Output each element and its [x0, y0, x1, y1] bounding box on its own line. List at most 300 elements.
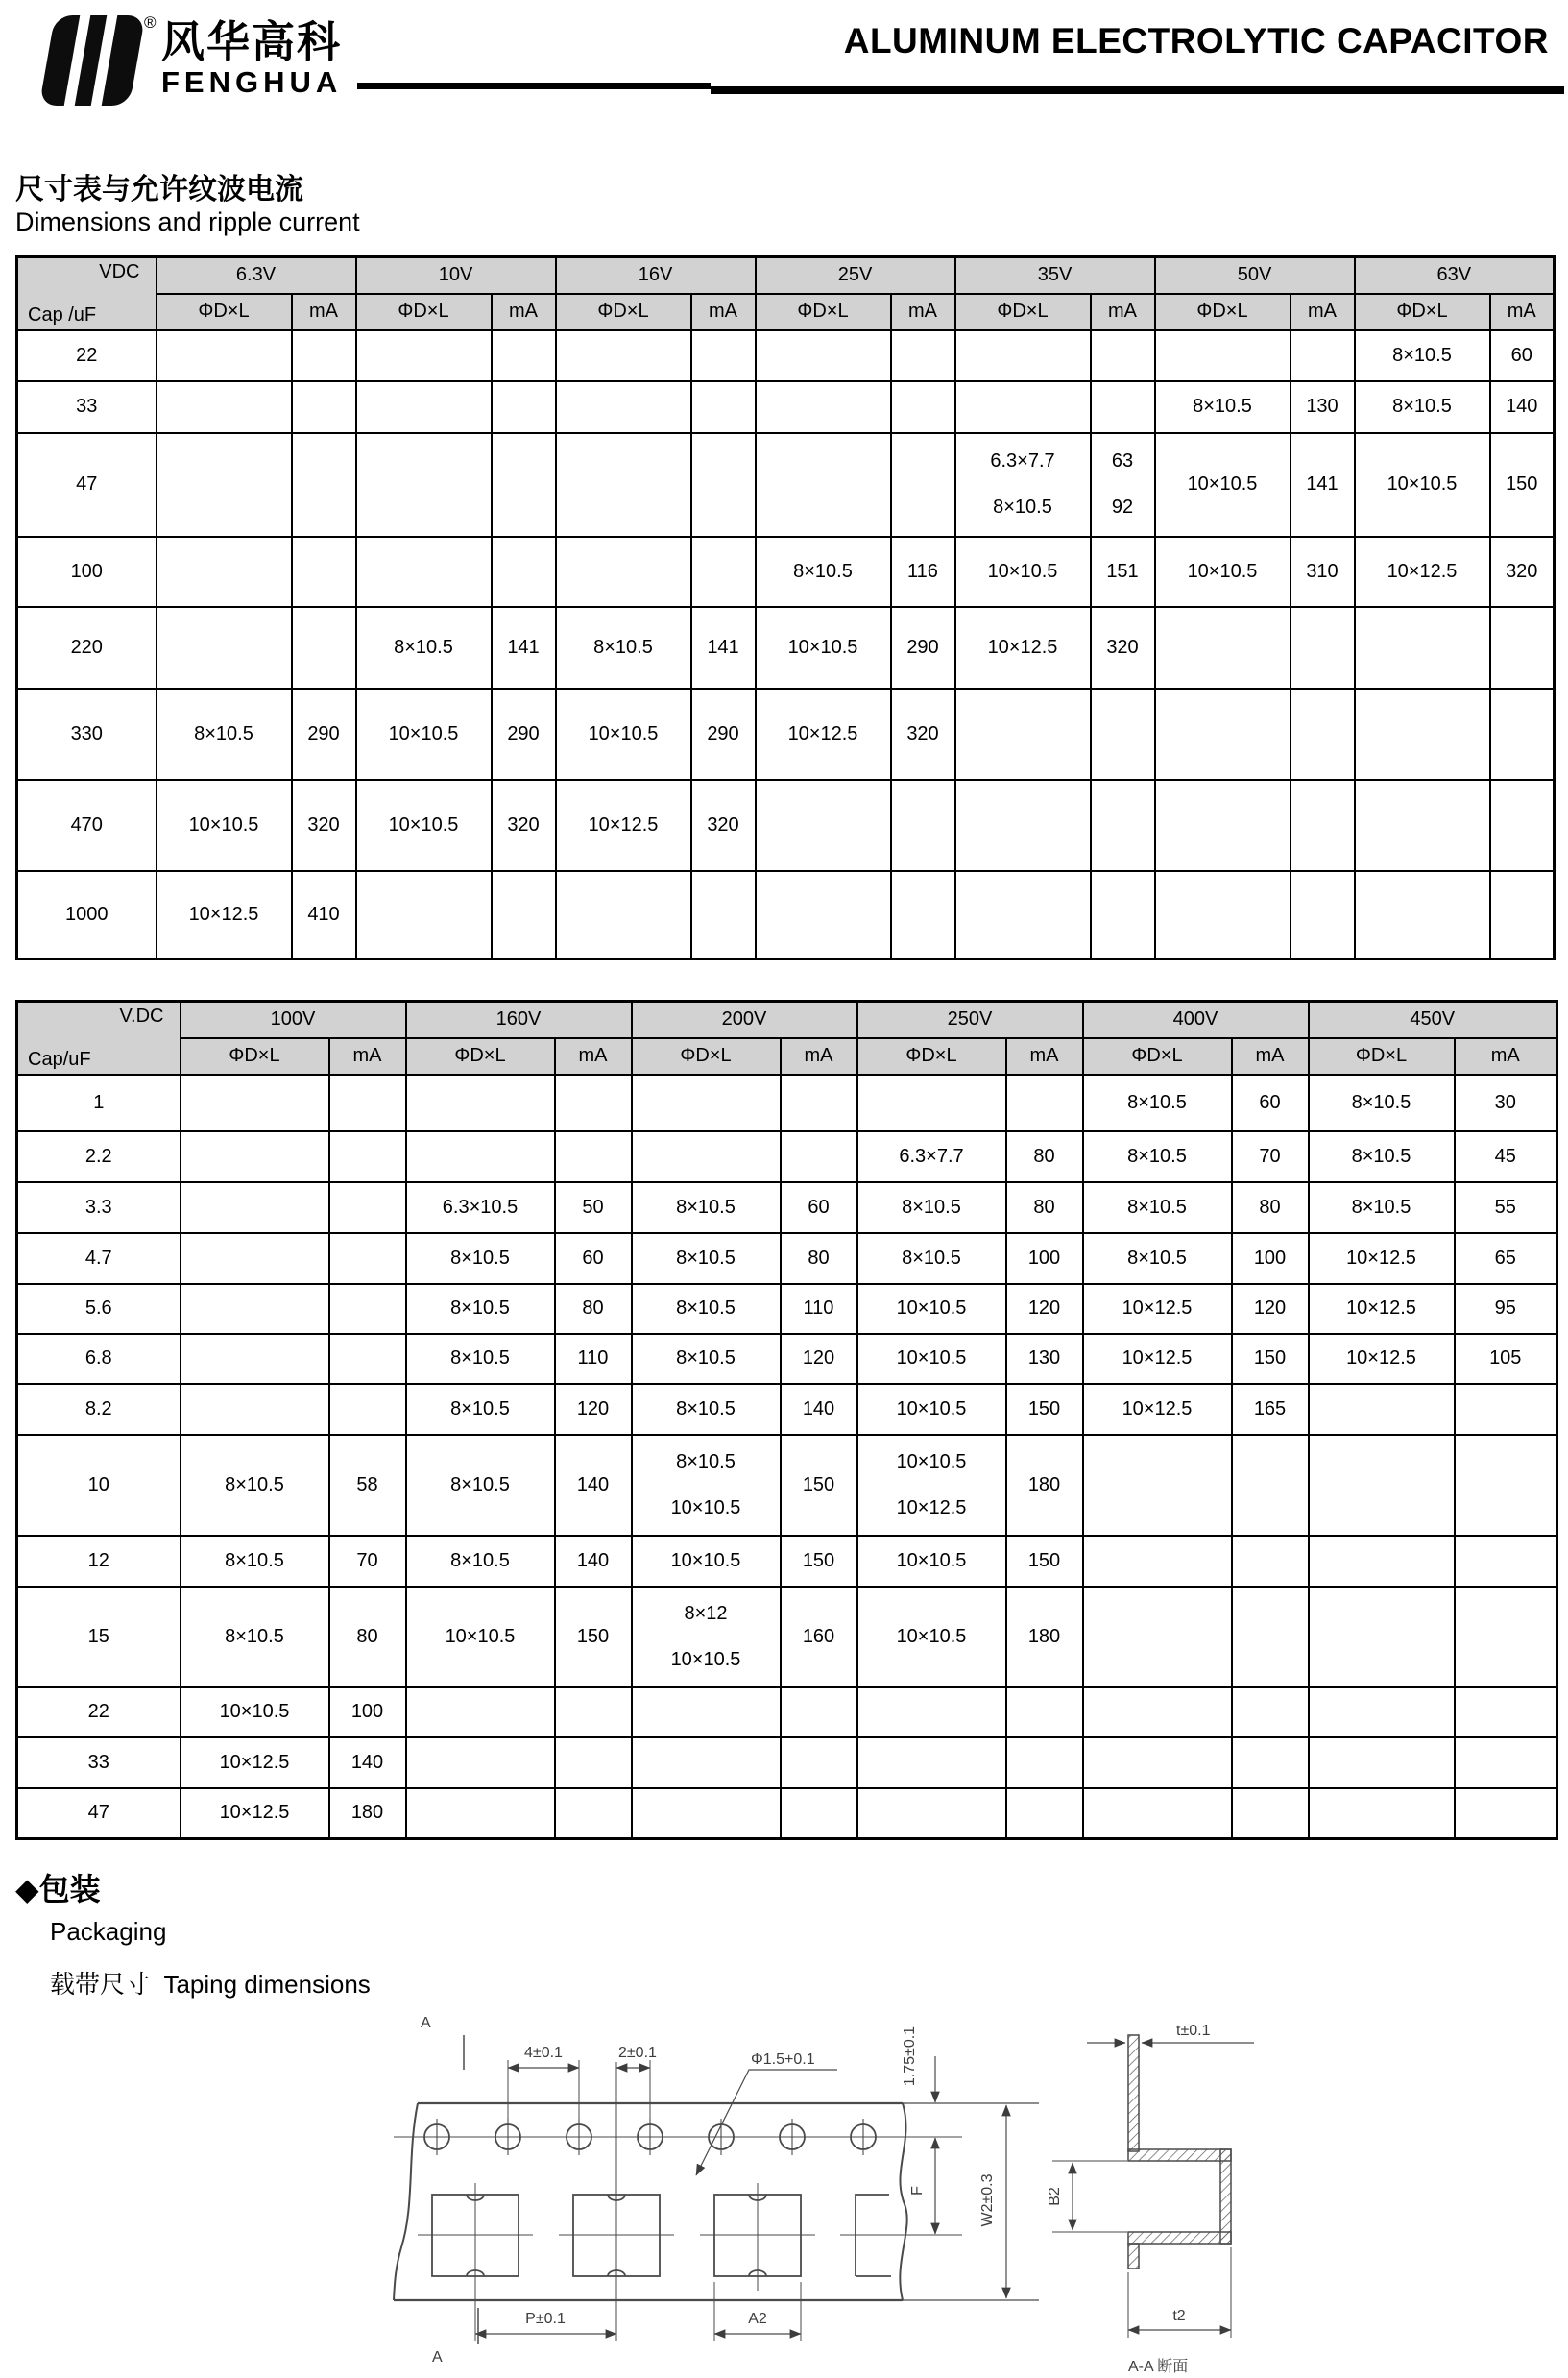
- ripple-current-cell: [1091, 381, 1155, 433]
- ripple-current-cell: [1455, 1687, 1557, 1737]
- capacitance-cell: 2.2: [17, 1131, 181, 1182]
- dimension-cell: [556, 537, 691, 607]
- ripple-current-cell: [329, 1334, 406, 1384]
- ripple-current-cell: [1291, 607, 1355, 689]
- pocket-pitch-dimension: P±0.1: [525, 2311, 566, 2327]
- dimension-cell: 10×12.5: [1083, 1334, 1232, 1384]
- dimension-cell: [556, 330, 691, 381]
- dimension-cell: 10×10.5: [756, 607, 891, 689]
- taping-dimensions-diagram: [365, 2002, 1568, 2378]
- dimension-cell: [632, 1075, 781, 1131]
- dimension-cell: [356, 537, 492, 607]
- ripple-current-cell: 410: [292, 871, 356, 959]
- table-row: [17, 689, 1555, 780]
- ripple-current-cell: 310: [1291, 537, 1355, 607]
- table-row: [17, 1687, 1557, 1737]
- dimension-cell: 8×10.5: [756, 537, 891, 607]
- capacitance-cell: 470: [17, 780, 157, 871]
- capacitance-cell: 22: [17, 1687, 181, 1737]
- dimensions-table-low-voltage: [15, 255, 1556, 960]
- capacitance-cell: 33: [17, 1737, 181, 1788]
- ripple-current-cell: [555, 1131, 632, 1182]
- dimension-cell: 10×12.5: [756, 689, 891, 780]
- header-rule-right: [711, 86, 1564, 94]
- ripple-current-cell: [1091, 689, 1155, 780]
- f-dimension: F: [909, 2186, 926, 2196]
- dimension-cell: [181, 1384, 329, 1435]
- voltage-header: 16V: [556, 257, 756, 294]
- section-a-bottom-label: A: [432, 2349, 443, 2366]
- ripple-current-cell: 70: [1232, 1131, 1309, 1182]
- voltage-header: 450V: [1309, 1002, 1557, 1038]
- voltage-header: 200V: [632, 1002, 857, 1038]
- ripple-current-cell: [1455, 1536, 1557, 1587]
- table-row: [17, 871, 1555, 959]
- dimension-cell: [1309, 1384, 1455, 1435]
- ripple-current-cell: [1291, 871, 1355, 959]
- ripple-current-cell: [1232, 1587, 1309, 1687]
- dimension-cell: 10×12.5: [157, 871, 292, 959]
- ripple-current-subheader: mA: [1455, 1038, 1557, 1075]
- ripple-current-cell: [1006, 1075, 1083, 1131]
- ripple-current-cell: 140: [781, 1384, 857, 1435]
- ripple-current-cell: [1006, 1687, 1083, 1737]
- dimension-cell: [556, 381, 691, 433]
- ripple-current-subheader: mA: [1091, 294, 1155, 330]
- dimension-subheader: ΦD×L: [356, 294, 492, 330]
- ripple-current-cell: 58: [329, 1435, 406, 1536]
- dimension-cell: [1155, 689, 1291, 780]
- dimension-cell: [406, 1075, 555, 1131]
- dimension-cell: [632, 1788, 781, 1839]
- capacitance-cell: 15: [17, 1587, 181, 1687]
- table-row: [17, 1788, 1557, 1839]
- table-row: [17, 1182, 1557, 1233]
- voltage-header: 100V: [181, 1002, 406, 1038]
- ripple-current-cell: 80: [1232, 1182, 1309, 1233]
- ripple-current-subheader: mA: [891, 294, 955, 330]
- voltage-header: 6.3V: [157, 257, 356, 294]
- ripple-current-cell: 140: [555, 1435, 632, 1536]
- ripple-current-cell: [691, 433, 756, 537]
- ripple-current-subheader: mA: [1490, 294, 1555, 330]
- dimension-cell: 8×10.5: [406, 1233, 555, 1284]
- ripple-current-cell: 130: [1291, 381, 1355, 433]
- dimension-cell: 10×10.5: [556, 689, 691, 780]
- ripple-current-cell: 290: [891, 607, 955, 689]
- ripple-current-cell: [1490, 607, 1555, 689]
- dimension-subheader: ΦD×L: [1155, 294, 1291, 330]
- table-row: [17, 537, 1555, 607]
- ripple-current-cell: 60: [1232, 1075, 1309, 1131]
- dimension-cell: 8×10.5: [1083, 1233, 1232, 1284]
- ripple-current-cell: [891, 381, 955, 433]
- dimension-cell: 8×10.5: [1083, 1075, 1232, 1131]
- total-thickness-dimension: t2: [1172, 2308, 1186, 2324]
- dimension-cell: 10×10.5: [857, 1384, 1006, 1435]
- dimension-cell: 8×10.5: [181, 1435, 329, 1536]
- ripple-current-cell: [555, 1075, 632, 1131]
- dimension-cell: 10×12.5: [1309, 1233, 1455, 1284]
- dimension-cell: [406, 1131, 555, 1182]
- capacitance-cell: 220: [17, 607, 157, 689]
- dimension-cell: [406, 1687, 555, 1737]
- dimension-cell: [1309, 1788, 1455, 1839]
- ripple-current-cell: 50: [555, 1182, 632, 1233]
- dimension-cell: 10×12.5: [955, 607, 1091, 689]
- dimension-cell: [756, 330, 891, 381]
- dimension-cell: 8×10.5: [157, 689, 292, 780]
- ripple-current-cell: [329, 1384, 406, 1435]
- ripple-current-subheader: mA: [492, 294, 556, 330]
- capacitance-cell: 12: [17, 1536, 181, 1587]
- dimension-cell: [556, 871, 691, 959]
- ripple-current-cell: 100: [1006, 1233, 1083, 1284]
- ripple-current-cell: 70: [329, 1536, 406, 1587]
- ripple-current-cell: 290: [492, 689, 556, 780]
- dimension-cell: [181, 1182, 329, 1233]
- dimension-cell: 8×10.5: [1155, 381, 1291, 433]
- voltage-header: 400V: [1083, 1002, 1309, 1038]
- document-title: ALUMINUM ELECTROLYTIC CAPACITOR: [843, 21, 1549, 61]
- cross-section-profile: [1128, 2035, 1231, 2269]
- ripple-current-cell: [1455, 1737, 1557, 1788]
- ripple-current-cell: [1291, 689, 1355, 780]
- ripple-current-cell: 100: [1232, 1233, 1309, 1284]
- ripple-current-cell: [781, 1788, 857, 1839]
- dimension-cell: [955, 330, 1091, 381]
- ripple-current-cell: 140: [555, 1536, 632, 1587]
- dimension-cell: 10×12.5: [1083, 1384, 1232, 1435]
- ripple-current-cell: [781, 1075, 857, 1131]
- ripple-current-cell: [329, 1131, 406, 1182]
- dimension-cell: 10×10.5: [406, 1587, 555, 1687]
- brand-block: [161, 19, 342, 99]
- pocket-width-dimension: A2: [748, 2311, 767, 2327]
- ripple-current-cell: [492, 433, 556, 537]
- ripple-current-cell: 80: [329, 1587, 406, 1687]
- dimension-cell: [857, 1075, 1006, 1131]
- dimension-cell: [1309, 1536, 1455, 1587]
- dimensions-table-high-voltage: [15, 1000, 1558, 1840]
- dimension-cell: [857, 1687, 1006, 1737]
- ripple-current-cell: 320: [1091, 607, 1155, 689]
- dimension-cell: 8×10.5: [406, 1435, 555, 1536]
- ripple-current-cell: 120: [555, 1384, 632, 1435]
- table-row: [17, 433, 1555, 537]
- dimension-cell: [857, 1788, 1006, 1839]
- dimension-cell: [1083, 1435, 1232, 1536]
- ripple-current-cell: 150: [1232, 1334, 1309, 1384]
- ripple-current-cell: [691, 381, 756, 433]
- ripple-current-subheader: mA: [781, 1038, 857, 1075]
- dimension-cell: [406, 1737, 555, 1788]
- ripple-current-cell: 60: [1490, 330, 1555, 381]
- ripple-current-cell: [292, 607, 356, 689]
- capacitance-cell: 6.8: [17, 1334, 181, 1384]
- dimension-subheader: ΦD×L: [181, 1038, 329, 1075]
- ripple-current-cell: 290: [691, 689, 756, 780]
- dimension-cell: 10×12.5: [556, 780, 691, 871]
- table-corner-header: [17, 257, 157, 330]
- dimension-cell: 8×10.5: [406, 1384, 555, 1435]
- dimension-cell: 8×10.5: [181, 1587, 329, 1687]
- dimension-subheader: ΦD×L: [1309, 1038, 1455, 1075]
- dimension-cell: [181, 1075, 329, 1131]
- ripple-current-cell: 120: [781, 1334, 857, 1384]
- dimension-cell: 10×12.5: [1083, 1284, 1232, 1334]
- table-row: [17, 1334, 1557, 1384]
- section-a-top-label: A: [421, 2015, 431, 2031]
- dimension-cell: [356, 433, 492, 537]
- hole-pitch-dimension: 4±0.1: [524, 2045, 563, 2061]
- registered-trademark: ®: [144, 13, 157, 32]
- dimension-cell: [1355, 607, 1490, 689]
- dimension-cell: [1083, 1687, 1232, 1737]
- voltage-header: 63V: [1355, 257, 1555, 294]
- dimension-cell: 10×12.5: [1355, 537, 1490, 607]
- table-row: [17, 1587, 1557, 1687]
- dimension-subheader: ΦD×L: [157, 294, 292, 330]
- dimension-cell: [1309, 1687, 1455, 1737]
- dimension-cell: [1155, 607, 1291, 689]
- ripple-current-cell: 140: [329, 1737, 406, 1788]
- ripple-current-cell: [492, 330, 556, 381]
- dimension-cell: [1309, 1435, 1455, 1536]
- dimension-cell: [857, 1737, 1006, 1788]
- corner-capacitance-label: Cap /uF: [28, 303, 97, 326]
- capacitance-cell: 1: [17, 1075, 181, 1131]
- capacitance-cell: 330: [17, 689, 157, 780]
- table-row: [17, 1536, 1557, 1587]
- ripple-current-cell: 151: [1091, 537, 1155, 607]
- ripple-current-subheader: mA: [1232, 1038, 1309, 1075]
- dimension-cell: 10×10.5: [857, 1334, 1006, 1384]
- dimension-cell: [1083, 1788, 1232, 1839]
- table-row: [17, 1233, 1557, 1284]
- ripple-current-cell: [1091, 871, 1155, 959]
- dimension-cell: 8×10.5: [181, 1536, 329, 1587]
- ripple-current-cell: [555, 1737, 632, 1788]
- ripple-current-cell: [1232, 1788, 1309, 1839]
- ripple-current-cell: [891, 433, 955, 537]
- ripple-current-cell: [1455, 1435, 1557, 1536]
- dimension-cell: [1155, 780, 1291, 871]
- dimension-subheader: ΦD×L: [857, 1038, 1006, 1075]
- capacitance-cell: 47: [17, 433, 157, 537]
- dimension-cell: [157, 381, 292, 433]
- brand-name-english: FENGHUA: [161, 65, 343, 99]
- dimension-subheader: ΦD×L: [1083, 1038, 1232, 1075]
- ripple-current-cell: 165: [1232, 1384, 1309, 1435]
- ripple-current-subheader: mA: [292, 294, 356, 330]
- capacitance-cell: 1000: [17, 871, 157, 959]
- ripple-current-cell: 320: [492, 780, 556, 871]
- ripple-current-cell: 110: [555, 1334, 632, 1384]
- table-row: [17, 1075, 1557, 1131]
- dimension-cell: 10×12.5: [1309, 1334, 1455, 1384]
- ripple-current-cell: 130: [1006, 1334, 1083, 1384]
- ripple-current-cell: 320: [292, 780, 356, 871]
- capacitance-cell: 22: [17, 330, 157, 381]
- table-row: [17, 780, 1555, 871]
- dimension-cell: [556, 433, 691, 537]
- dimension-cell: 8×10.5: [632, 1182, 781, 1233]
- voltage-header: 10V: [356, 257, 556, 294]
- ripple-current-cell: [292, 433, 356, 537]
- dimension-cell: [406, 1788, 555, 1839]
- dimension-cell: [1355, 689, 1490, 780]
- capacitance-cell: 4.7: [17, 1233, 181, 1284]
- capacitance-cell: 3.3: [17, 1182, 181, 1233]
- ripple-current-cell: [329, 1233, 406, 1284]
- ripple-current-cell: [691, 537, 756, 607]
- ripple-current-cell: [292, 537, 356, 607]
- table-row: [17, 1131, 1557, 1182]
- packaging-title-chinese: ◆包装: [15, 1872, 101, 1906]
- section-title-english: Dimensions and ripple current: [15, 207, 360, 236]
- dimension-cell: [157, 330, 292, 381]
- dimension-cell: [1309, 1737, 1455, 1788]
- dimension-cell: 10×10.5: [157, 780, 292, 871]
- dimension-cell: 8×10.5: [356, 607, 492, 689]
- dimension-cell: [955, 689, 1091, 780]
- ripple-current-cell: [492, 871, 556, 959]
- capacitance-cell: 33: [17, 381, 157, 433]
- ripple-current-cell: 100: [329, 1687, 406, 1737]
- dimension-cell: 8×10.5 10×10.5: [632, 1435, 781, 1536]
- dimension-cell: 8×10.5: [406, 1334, 555, 1384]
- ripple-current-cell: [329, 1182, 406, 1233]
- ripple-current-cell: 141: [691, 607, 756, 689]
- ripple-current-cell: [1291, 780, 1355, 871]
- ripple-current-cell: 290: [292, 689, 356, 780]
- dimension-cell: 10×10.5: [356, 689, 492, 780]
- taping-dimensions-subtitle: 载带尺寸 Taping dimensions: [50, 1970, 371, 1999]
- ripple-current-cell: [891, 780, 955, 871]
- ripple-current-cell: 116: [891, 537, 955, 607]
- ripple-current-cell: [1490, 689, 1555, 780]
- dimension-cell: [756, 381, 891, 433]
- ripple-current-cell: 320: [891, 689, 955, 780]
- capacitance-cell: 8.2: [17, 1384, 181, 1435]
- ripple-current-cell: [1006, 1737, 1083, 1788]
- dimension-cell: [157, 607, 292, 689]
- dimension-cell: 10×10.5 10×12.5: [857, 1435, 1006, 1536]
- dimension-cell: 10×10.5: [632, 1536, 781, 1587]
- dimension-cell: [1355, 871, 1490, 959]
- dimension-cell: 8×10.5: [632, 1384, 781, 1435]
- ripple-current-cell: 55: [1455, 1182, 1557, 1233]
- ripple-current-cell: 140: [1490, 381, 1555, 433]
- ripple-current-cell: 60: [781, 1182, 857, 1233]
- dimension-cell: [632, 1687, 781, 1737]
- ripple-current-cell: [292, 381, 356, 433]
- dimension-cell: 10×10.5: [1155, 537, 1291, 607]
- ripple-current-cell: [781, 1737, 857, 1788]
- ripple-current-cell: [1091, 780, 1155, 871]
- dimension-cell: [157, 433, 292, 537]
- ripple-current-subheader: mA: [329, 1038, 406, 1075]
- ripple-current-cell: 320: [1490, 537, 1555, 607]
- table-row: [17, 381, 1555, 433]
- ripple-current-cell: [1490, 780, 1555, 871]
- dimension-cell: 8×10.5: [632, 1334, 781, 1384]
- dimension-cell: [955, 381, 1091, 433]
- table-row: [17, 330, 1555, 381]
- dimension-cell: [181, 1334, 329, 1384]
- ripple-current-cell: [555, 1687, 632, 1737]
- table-row: [17, 1284, 1557, 1334]
- ripple-current-cell: [292, 330, 356, 381]
- tape-width-dimension: W2±0.3: [979, 2173, 996, 2227]
- dimension-cell: [955, 871, 1091, 959]
- ripple-current-cell: [1455, 1788, 1557, 1839]
- ripple-current-subheader: mA: [1291, 294, 1355, 330]
- ripple-current-cell: [781, 1687, 857, 1737]
- dimension-cell: [955, 780, 1091, 871]
- ripple-current-cell: 150: [1006, 1536, 1083, 1587]
- dimension-cell: [181, 1284, 329, 1334]
- dimension-cell: 8×10.5: [556, 607, 691, 689]
- dimension-cell: 10×10.5: [857, 1536, 1006, 1587]
- table-row: [17, 1435, 1557, 1536]
- ripple-current-cell: 63 92: [1091, 433, 1155, 537]
- dimension-cell: [1083, 1587, 1232, 1687]
- ripple-current-cell: 180: [1006, 1587, 1083, 1687]
- voltage-header: 50V: [1155, 257, 1355, 294]
- ripple-current-cell: 150: [781, 1435, 857, 1536]
- voltage-header: 250V: [857, 1002, 1083, 1038]
- dimension-cell: [1309, 1587, 1455, 1687]
- dimension-cell: 10×10.5: [1355, 433, 1490, 537]
- dimension-cell: 10×10.5: [857, 1284, 1006, 1334]
- pocket-offset-dimension: 2±0.1: [618, 2045, 657, 2061]
- ripple-current-cell: 150: [1006, 1384, 1083, 1435]
- voltage-header: 160V: [406, 1002, 632, 1038]
- pocket-depth-dimension: B2: [1047, 2187, 1063, 2206]
- dimension-subheader: ΦD×L: [1355, 294, 1490, 330]
- table-corner-header: [17, 1002, 181, 1075]
- dimension-cell: [356, 330, 492, 381]
- dimension-cell: [157, 537, 292, 607]
- dimension-cell: [632, 1131, 781, 1182]
- dimension-cell: [756, 780, 891, 871]
- ripple-current-cell: 320: [691, 780, 756, 871]
- dimension-cell: [1083, 1737, 1232, 1788]
- ripple-current-subheader: mA: [555, 1038, 632, 1075]
- dimension-cell: 8×10.5: [406, 1284, 555, 1334]
- corner-voltage-label: VDC: [99, 261, 140, 282]
- dimension-cell: [756, 871, 891, 959]
- ripple-current-cell: 150: [555, 1587, 632, 1687]
- dimension-cell: 8×10.5: [1309, 1131, 1455, 1182]
- dimension-cell: [1083, 1536, 1232, 1587]
- ripple-current-cell: [329, 1075, 406, 1131]
- ripple-current-cell: 120: [1232, 1284, 1309, 1334]
- dimension-cell: 10×10.5: [1155, 433, 1291, 537]
- fenghua-logo-icon: [29, 12, 144, 109]
- ripple-current-cell: [781, 1131, 857, 1182]
- dimension-cell: 10×12.5: [181, 1737, 329, 1788]
- dimension-cell: 10×10.5: [356, 780, 492, 871]
- ripple-current-cell: 30: [1455, 1075, 1557, 1131]
- capacitance-cell: 100: [17, 537, 157, 607]
- ripple-current-cell: 45: [1455, 1131, 1557, 1182]
- dimension-subheader: ΦD×L: [955, 294, 1091, 330]
- brand-name-chinese: 风华高科: [161, 17, 343, 66]
- dimension-cell: 8×10.5: [406, 1536, 555, 1587]
